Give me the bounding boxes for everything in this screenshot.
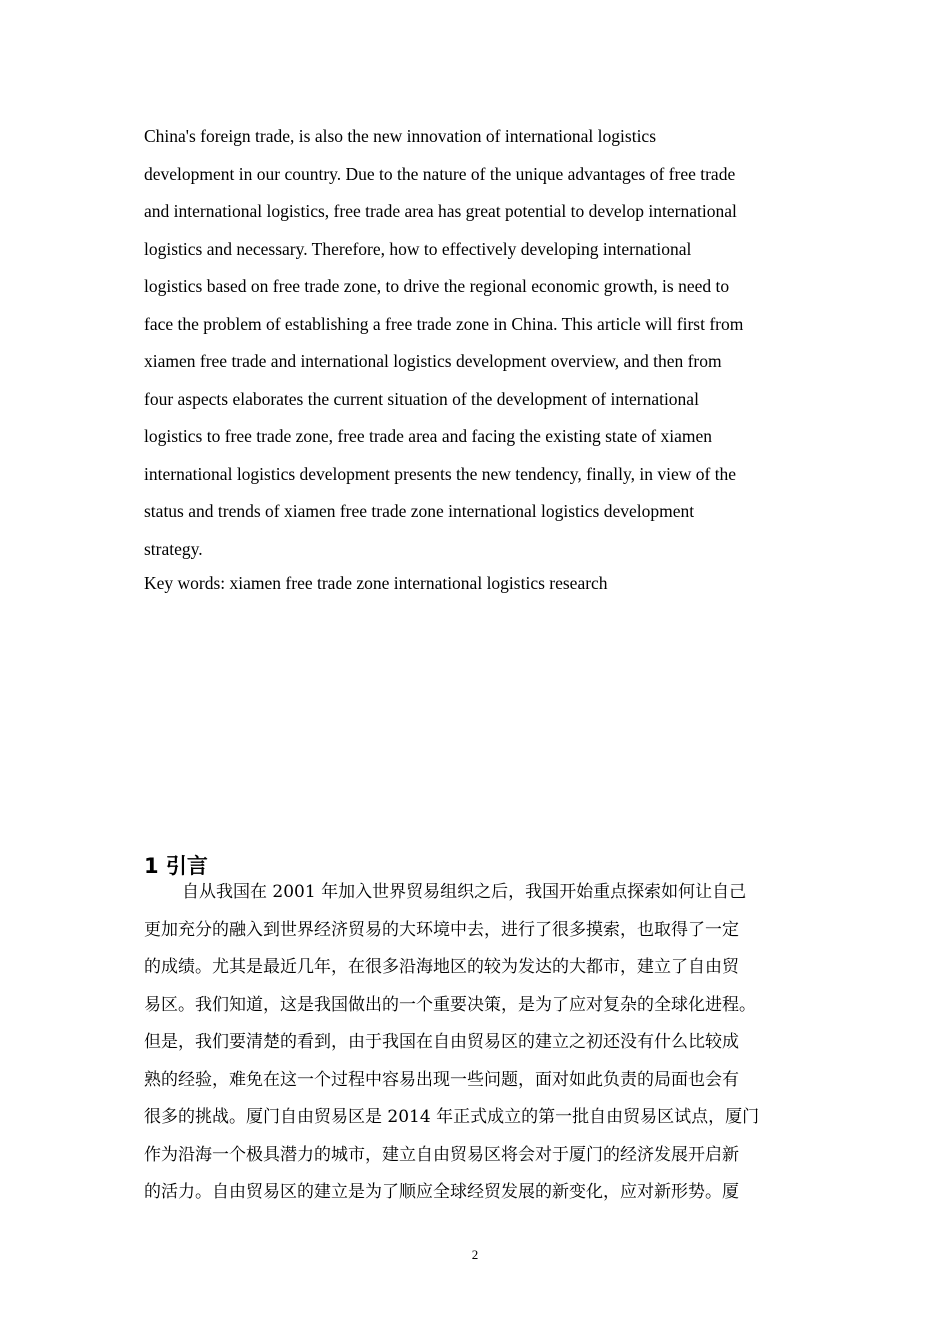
abstract-line: development in our country. Due to the nature of the unique advantages of free trade <box>144 163 736 184</box>
body-line: 更加充分的融入到世界经济贸易的大环境中去，进行了很多摸索，也取得了一定 <box>144 919 739 940</box>
introduction-paragraph <box>144 874 809 1212</box>
keywords-line: Key words: xiamen free trade zone international logistics research <box>144 573 608 593</box>
abstract-line: China's foreign trade, is also the new innovation of international logistics <box>144 126 657 146</box>
abstract-line: status and trends of xiamen free trade zone international logistics development <box>144 501 695 521</box>
body-line: 但是，我们要清楚的看到，由于我国在自由贸易区的建立之初还没有什么比较成 <box>144 1032 739 1052</box>
body-line: 的成绩。尤其是最近几年，在很多沿海地区的较为发达的大都市，建立了自由贸 <box>144 957 739 977</box>
body-line: 作为沿海一个极具潜力的城市，建立自由贸易区将会对于厦门的经济发展开启新 <box>144 1144 739 1165</box>
body-line: 易区。我们知道，这是我国做出的一个重要决策，是为了应对复杂的全球化进程。 <box>144 994 756 1015</box>
abstract-line: logistics and necessary. Therefore, how to effectively developing international <box>144 238 692 259</box>
body-line: 自从我国在 2001 年加入世界贸易组织之后，我国开始重点探索如何让自己 <box>182 882 747 902</box>
abstract-line: xiamen free trade and international logistics development overview, and then from <box>144 351 722 371</box>
abstract-paragraph <box>144 118 824 568</box>
abstract-line: logistics to free trade zone, free trade area and facing the existing state of xiamen <box>144 426 713 446</box>
abstract-line: face the problem of establishing a free trade zone in China. This article will first from <box>144 313 744 334</box>
abstract-line: logistics based on free trade zone, to drive the regional economic growth, is need to <box>144 276 730 296</box>
section-heading: 1 引言 <box>144 854 208 878</box>
abstract-line: and international logistics, free trade area has great potential to develop international <box>144 201 737 221</box>
body-line: 的活力。自由贸易区的建立是为了顺应全球经贸发展的新变化，应对新形势。厦 <box>144 1182 739 1202</box>
abstract-line: international logistics development presents the new tendency, finally, in view of the <box>144 463 737 484</box>
abstract-line: four aspects elaborates the current situation of the development of international <box>144 388 699 409</box>
page-number: 2 <box>471 1247 479 1262</box>
body-line: 很多的挑战。厦门自由贸易区是 2014 年正式成立的第一批自由贸易区试点，厦门 <box>144 1107 760 1127</box>
abstract-line: strategy. <box>144 538 203 559</box>
body-line: 熟的经验，难免在这一个过程中容易出现一些问题，面对如此负责的局面也会有 <box>144 1069 739 1090</box>
